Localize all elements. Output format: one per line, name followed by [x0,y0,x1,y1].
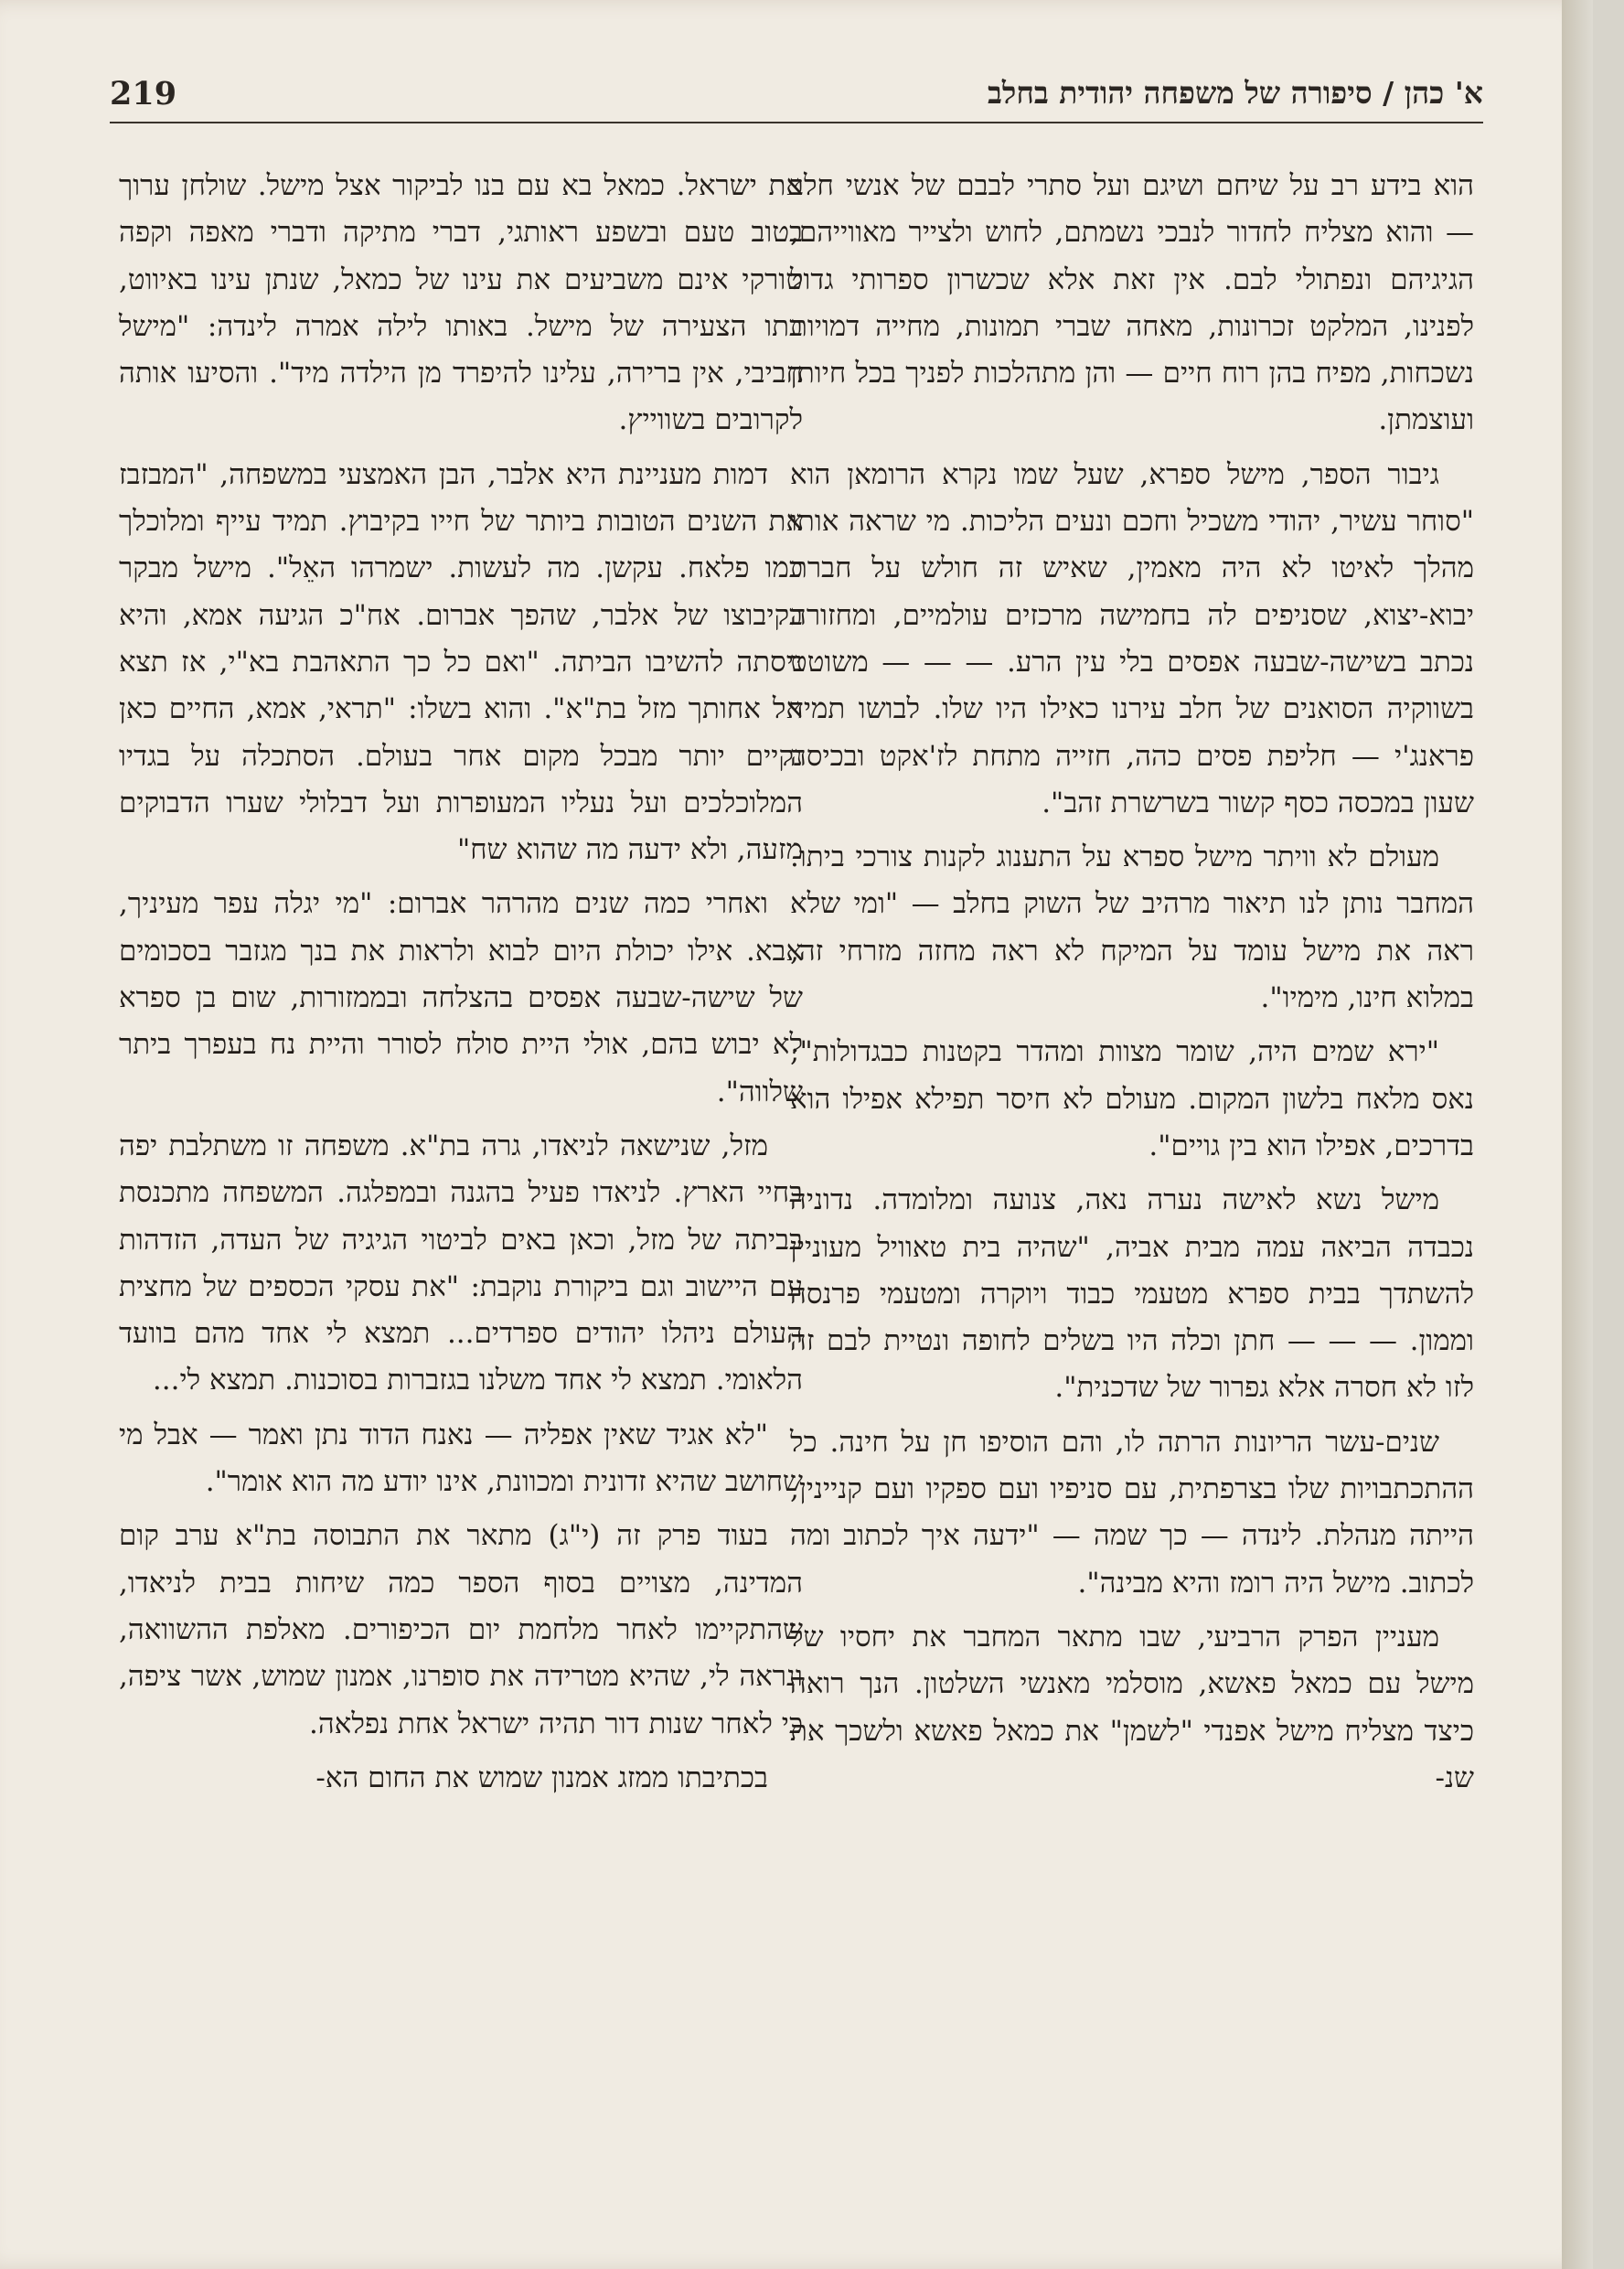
right-column [790,163,1474,1809]
paragraph: גיבור הספר, מישל ספרא, שעל שמו נקרא הרומאן הוא "סוחר עשיר, יהודי משכיל וחכם ונעים הליכות. מי שראה אותו מהלך לאיטו לא היה מאמין, שאיש זה חולש על חברת יבוא-יצוא, שסניפים לה בחמישה מרכזים עולמיים, ומחזורה נכתב בשישה-שבעה אפסים בלי עין הרע. — — — משוטט בשווקיה הסואנים של חלב עירנו כאילו היו שלו. לבושו תמיד פראנג'י — חליפת פסים כהה, חזייה מתחת לז'אקט ובכיסה שעון במכסה כסף קשור בשרשרת זהב". [790,457,1474,819]
paragraph: בעוד פרק זה (י"ג) מתאר את התבוסה בת"א ערב קום המדינה, מצויים בסוף הספר כמה שיחות בבית לניאדו, שהתקיימו לאחר מלחמת יום הכיפורים. מאלפת ההשוואה, ונראה לי, שהיא מטרידה את סופרנו, אמנון שמוש, אשר ציפה, כי לאחר שנות דור תהיה ישראל אחת נפלאה. [119,1519,803,1740]
header-rule [110,122,1483,123]
running-head: א' כהן / סיפורה של משפחה יהודית בחלב [988,75,1483,111]
paragraph: "ירא שמים היה, שומר מצוות ומהדר בקטנות כבגדולות"; נאס מלאח בלשון המקום. מעולם לא חיסר תפילא אפילו הוא בדרכים, אפילו הוא בין גויים". [790,1035,1474,1162]
left-column [119,163,803,1809]
paragraph: מזל, שנישאה לניאדו, גרה בת"א. משפחה זו משתלבת יפה בחיי הארץ. לניאדו פעיל בהגנה ובמפלגה. המשפחה מתכנסת בביתה של מזל, וכאן באים לביטוי הגיגיה של העדה, הזדהות עם היישוב וגם ביקורת נוקבת: "את עסקי הכספים של מחצית העולם ניהלו יהודים ספרדים... תמצא לי אחד מהם בוועד הלאומי. תמצא לי אחד משלנו בגזברות בסוכנות. תמצא לי... [119,1129,803,1397]
paragraph: את ישראל. כמאל בא עם בנו לביקור אצל מישל. שולחן ערוך בטוב טעם ובשפע ראותגי, דברי מתיקה ודברי מאפה וקפה טורקי אינם משביעים את עינו של כמאל, שנתן עינו באיווט, בתו הצעירה של מישל. באותו לילה אמרה לינדה: "מישל חביבי, אין ברירה, עלינו להיפרד מן הילדה מיד". והסיעו אותה לקרובים בשווייץ. [119,169,803,437]
page-edge [1562,0,1593,2269]
paragraph: ואחרי כמה שנים מהרהר אברום: "מי יגלה עפר מעיניך, אבא. אילו יכולת היום לבוא ולראות את בנך מגזבר בסכומים של שישה-שבעה אפסים בהצלחה ובממזורות, שום בן ספרא לא יבוש בהם, אולי היית סולח לסורר והיית נח בעפרך ביתר שלווה". [119,887,803,1108]
paragraph: "לא אגיד שאין אפליה — נאנח הדוד נתן ואמר — אבל מי שחושב שהיא זדונית ומכוונת, אינו יודע מה הוא אומר". [119,1418,803,1499]
paragraph: בכתיבתו ממזג אמנון שמוש את החום הא- [315,1761,768,1794]
page-header [110,75,1483,117]
page-number: 219 [110,75,177,112]
paragraph: מישל נשא לאישה נערה נאה, צנועה ומלומדה. נדוניה נכבדה הביאה עמה מבית אביה, "שהיה בית טאוויל מעוניין להשתדך בבית ספרא מטעמי כבוד ויוקרה ומטעמי פרנסה וממון. — — — חתן וכלה היו בשלים לחופה ונטיית לבם זה לזו לא חסרה אלא גפרור של שדכנית". [790,1183,1474,1405]
paragraph: הוא בידע רב על שיחם ושיגם ועל סתרי לבבם של אנשי חלב — והוא מצליח לחדור לנבכי נשמתם, לחוש ולצייר מאווייהם, הגיגיהם ונפתולי לבם. אין זאת אלא שכשרון ספרותי גדול לפנינו, המלקט זכרונות, מאחה שברי תמונות, מחייה דמויות נשכחות, מפיח בהן רוח חיים — והן מתהלכות לפניך בכל חיותן ועוצמתן. [790,169,1474,437]
paragraph: מעניין הפרק הרביעי, שבו מתאר המחבר את יחסיו של מישל עם כמאל פאשא, מוסלמי מאנשי השלטון. הנך רואה כיצד מצליח מישל אפנדי "לשמן" את כמאל פאשא ולשכך את שנ- [790,1620,1474,1794]
paragraph: שנים-עשר הריונות הרתה לו, והם הוסיפו חן על חינה. כל ההתכתבויות שלו בצרפתית, עם סניפיו ועם ספקיו ועם קניינין, הייתה מנהלת. לינדה — כך שמה — "ידעה איך לכתוב ומה לכתוב. מישל היה רומז והיא מבינה". [790,1425,1474,1600]
paragraph: מעולם לא וויתר מישל ספרא על התענוג לקנות צורכי ביתו. המחבר נותן לנו תיאור מרהיב של השוק בחלב — "ומי שלא ראה את מישל עומד על המיקח לא ראה מחזה מזרחי זה, במלוא חינו, מימיו". [790,840,1474,1015]
paragraph: דמות מעניינת היא אלבר, הבן האמצעי במשפחה, "המבזבז את השנים הטובות ביותר של חייו בקיבוץ. תמיד עייף ומלוכלך כמו פלאח. עקשן. מה לעשות. ישמרהו האֵל". מישל מבקר בקיבוצו של אלבר, שהפך אברום. אח"כ הגיעה אמא, והיא ניסתה להשיבו הביתה. "ואם כל כך התאהבת בא"י, אז תצא אל אחותך מזל בת"א". והוא בשלו: "תראי, אמא, החיים כאן נקיים יותר מבכל מקום אחר בעולם. הסתכלה על בגדיו המלוכלכים ועל נעליו המעופרות ועל דבלולי שערו הדבוקים מזעה, ולא ידעה מה שהוא שח" [119,457,803,867]
